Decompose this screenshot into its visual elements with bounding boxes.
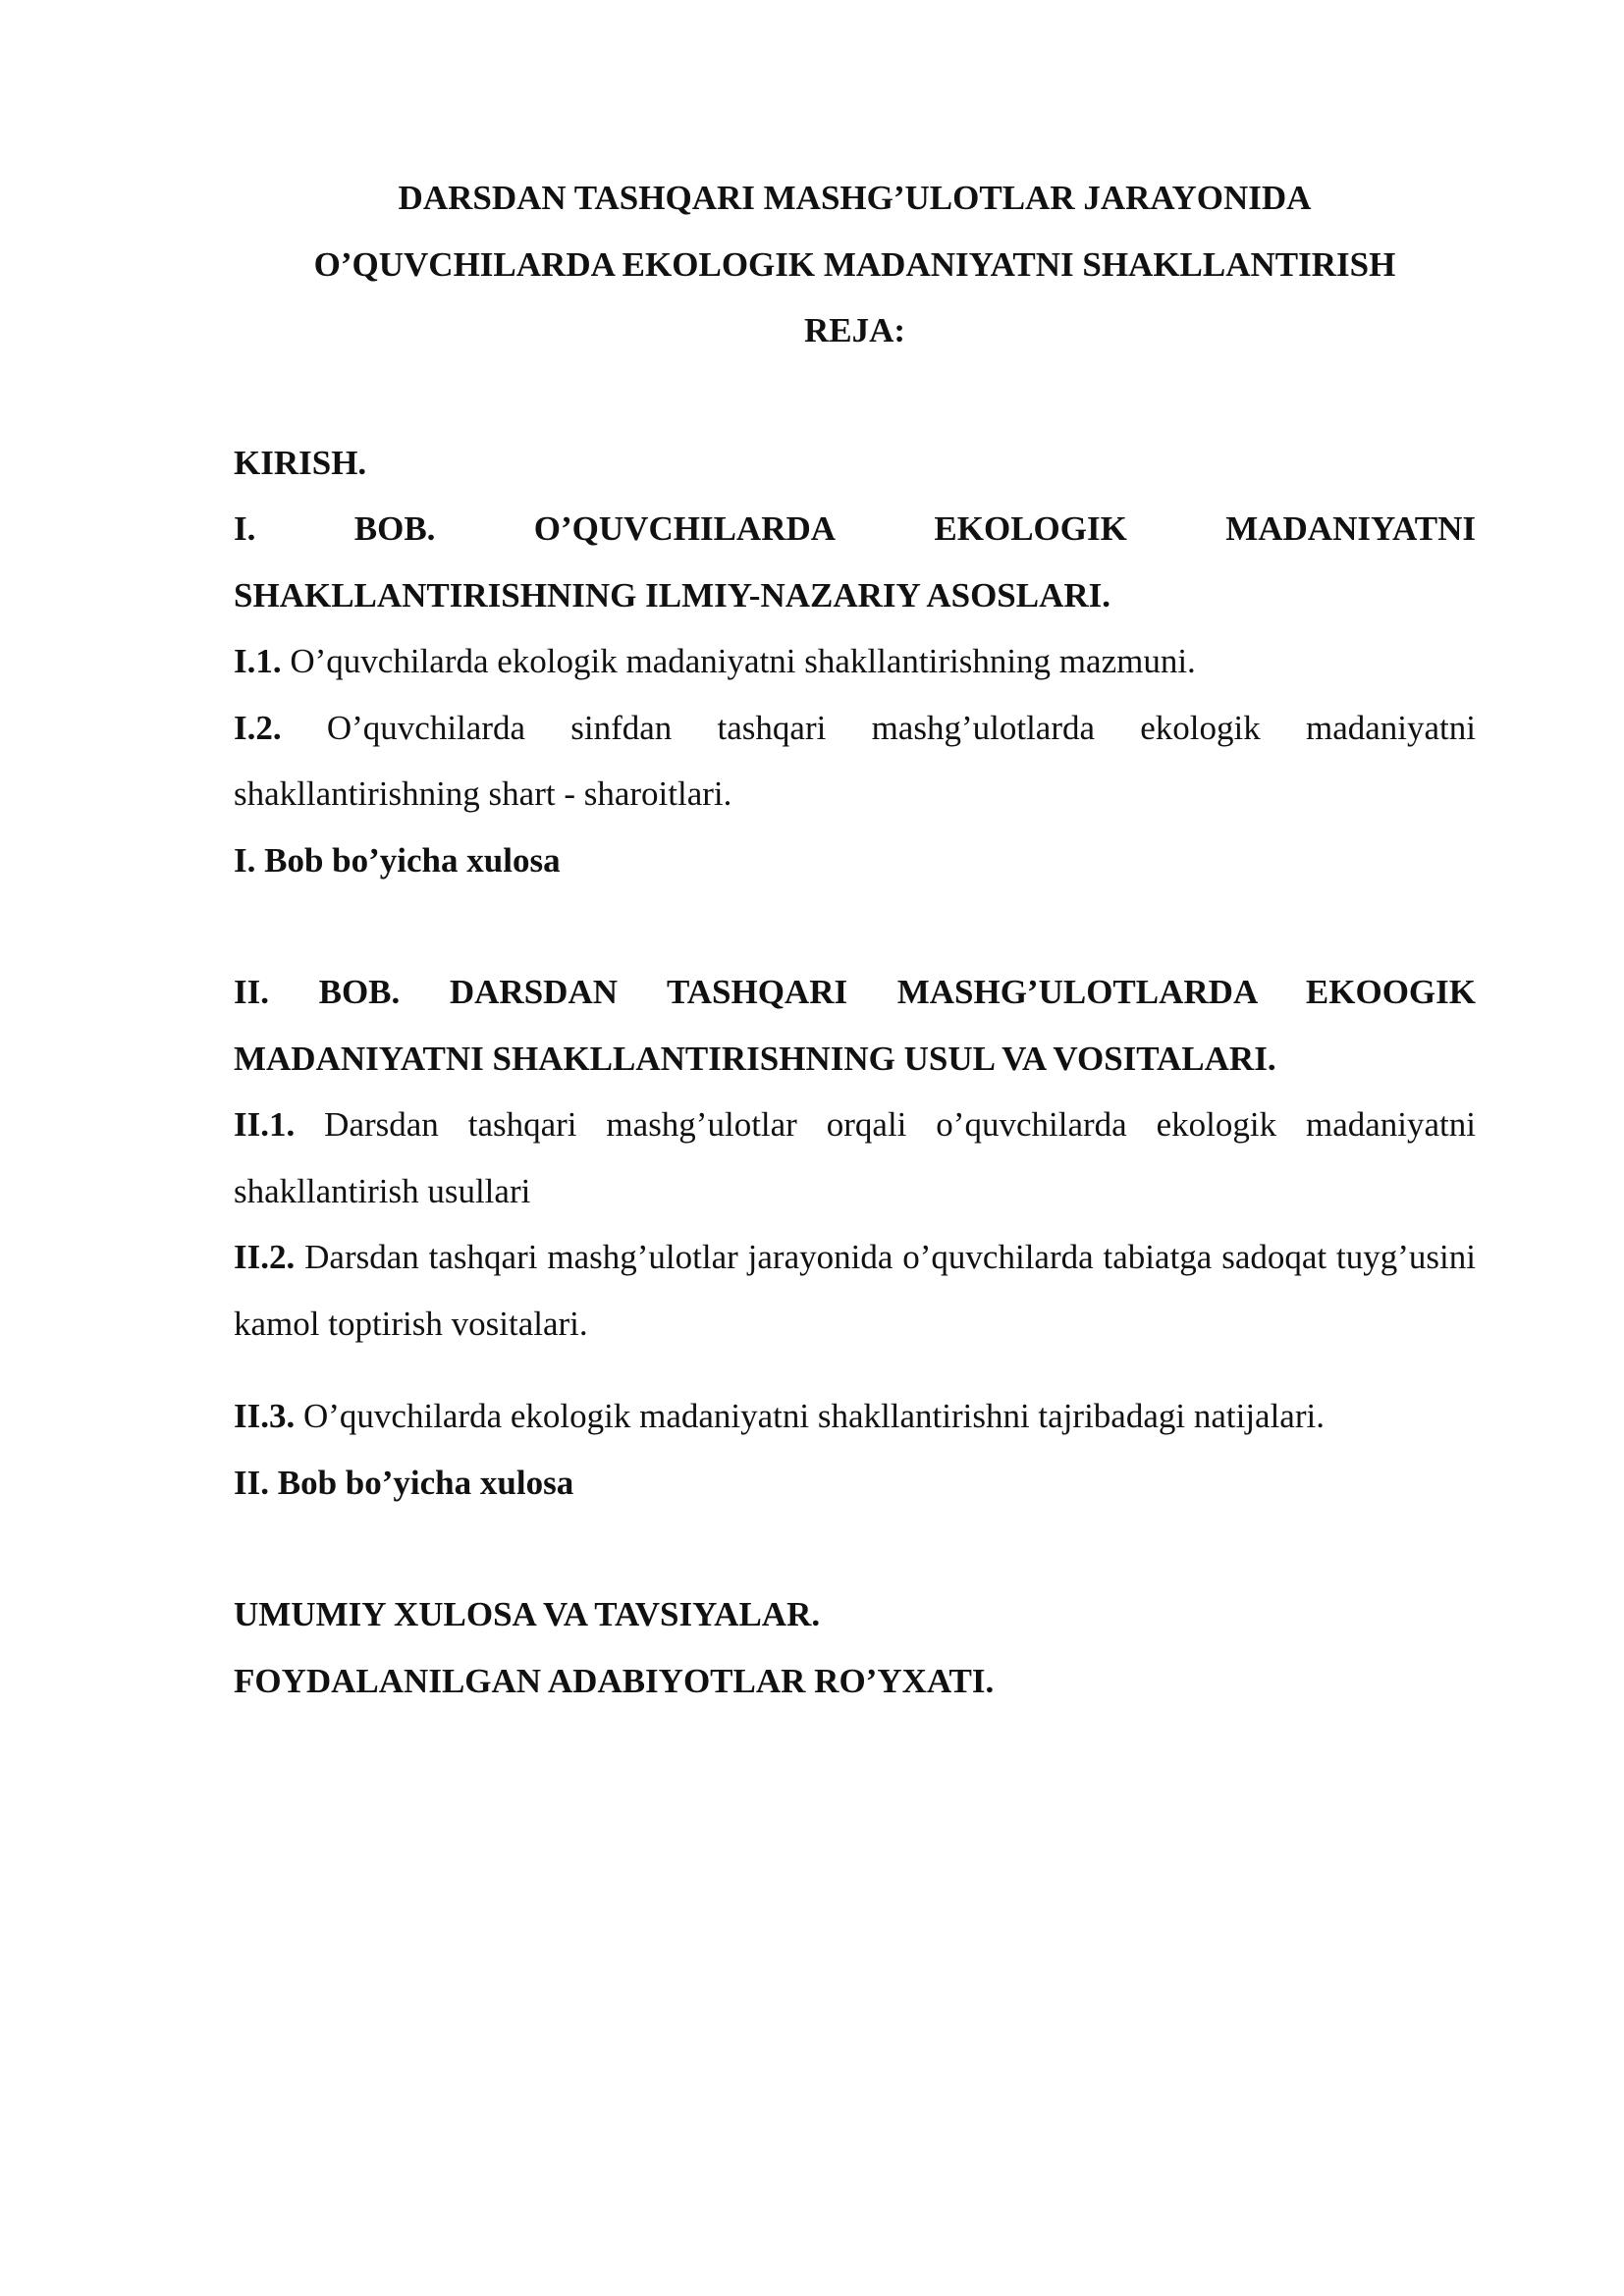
section-item bbox=[234, 1092, 1476, 1224]
chapter1-word: MADANIYATNI bbox=[1225, 509, 1476, 548]
title-plan-label: REJA: bbox=[803, 311, 906, 349]
title-line-1: DARSDAN TASHQARI MASHG’ULOTLAR JARAYONIDA bbox=[398, 179, 1312, 217]
section-number: II.2. bbox=[234, 1238, 296, 1276]
section-number: I.2. bbox=[234, 708, 282, 747]
chapter1-word: EKOLOGIK bbox=[934, 509, 1127, 548]
chapter1-word: O’QUVCHILARDA bbox=[533, 509, 837, 548]
section-item bbox=[234, 695, 1476, 828]
section-text: Darsdan tashqari mashg’ulotlar orqali o’quvchilarda ekologik madaniyatni shakllantirish usullari bbox=[234, 1105, 1476, 1210]
section-item bbox=[234, 1224, 1476, 1357]
section-number: I.1. bbox=[234, 642, 282, 680]
section-item bbox=[234, 628, 1476, 695]
references-heading: FOYDALANILGAN ADABIYOTLAR RO’YXATI. bbox=[234, 1661, 995, 1700]
chapter1-word: BOB. bbox=[353, 509, 436, 548]
chapter2-heading: II. BOB. DARSDAN TASHQARI MASHG’ULOTLARDA EKOOGIK MADANIYATNI SHAKLLANTIRISHNING USUL VA VOSITALARI. bbox=[234, 973, 1476, 1078]
section-text: O’quvchilarda ekologik madaniyatni shakllantirishni tajribadagi natijalari. bbox=[295, 1397, 1325, 1435]
intro-heading: KIRISH. bbox=[234, 443, 367, 482]
section-text: O’quvchilarda ekologik madaniyatni shakllantirishning mazmuni. bbox=[281, 642, 1196, 680]
chapter1-heading-line2: SHAKLLANTIRISHNING ILMIY-NAZARIY ASOSLARI. bbox=[234, 575, 1111, 614]
chapter1-conclusion: I. Bob bo’yicha xulosa bbox=[234, 840, 561, 880]
section-number: II.1. bbox=[234, 1105, 296, 1144]
title-line-2: O’QUVCHILARDA EKOLOGIK MADANIYATNI SHAKLLANTIRISH bbox=[313, 244, 1396, 284]
general-conclusion-heading: UMUMIY XULOSA VA TAVSIYALAR. bbox=[234, 1595, 821, 1633]
section-text: Darsdan tashqari mashg’ulotlar jarayonida o’quvchilarda tabiatga sadoqat tuyg’usini kamol toptirish vositalari. bbox=[234, 1238, 1476, 1343]
chapter1-heading-line1 bbox=[234, 496, 1476, 562]
document-title bbox=[234, 165, 1476, 364]
chapter2-conclusion: II. Bob bo’yicha xulosa bbox=[234, 1463, 574, 1502]
chapter1-word: I. bbox=[234, 509, 256, 548]
document-page bbox=[234, 165, 1476, 1714]
section-number: II.3. bbox=[234, 1397, 296, 1435]
section-text: O’quvchilarda sinfdan tashqari mashg’ulotlarda ekologik madaniyatni shakllantirishning shart - sharoitlari. bbox=[234, 708, 1476, 813]
section-item bbox=[234, 1383, 1476, 1450]
